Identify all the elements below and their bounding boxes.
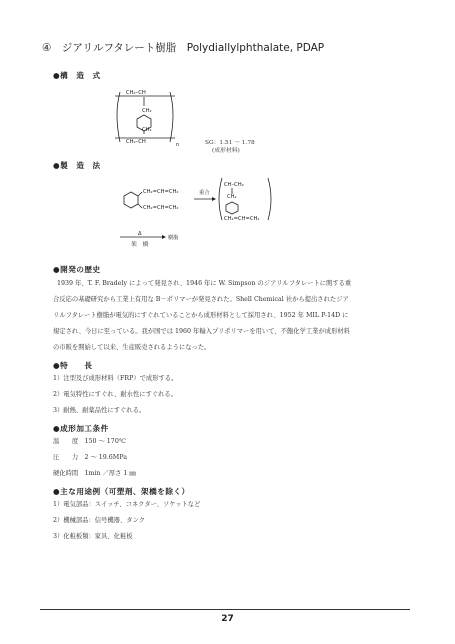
manufacture-heading: ●製 造 法 bbox=[53, 161, 101, 170]
sg-note: (成形材料) bbox=[212, 148, 240, 154]
page-title: ④ ジアリルフタレート樹脂 Polydiallylphthalate, PDAP bbox=[42, 42, 325, 54]
reagent-bottom: CH₂=CH=CH₂ bbox=[143, 205, 179, 211]
reaction-arrow-label: 重合 bbox=[199, 190, 210, 196]
structure-subscript-n: n bbox=[176, 142, 180, 148]
reagent-top: CH₂=CH=CH₂ bbox=[143, 189, 179, 195]
structure-bottom-label: CH₂–CH bbox=[126, 139, 146, 145]
molding-item-3: 硬化時間 1min ／厚さ 1 ㎜ bbox=[53, 470, 136, 477]
uses-heading: ●主な用途例（可塑剤、架橋を除く） bbox=[53, 487, 190, 496]
product-top: CH–CH₂ bbox=[224, 182, 244, 188]
use-item-2: 2）機械部品：信号機器、タンク bbox=[53, 517, 146, 524]
page-number: 27 bbox=[221, 614, 234, 624]
cure-product: 樹脂 bbox=[168, 235, 179, 241]
history-line-4: 規定され、今日に至っている。我が国では 1960 年輸入プリポリマーを用いて、不飽化学工業が成形材料 bbox=[53, 328, 350, 335]
structure-ch2-label-2: CH₂ bbox=[142, 127, 152, 133]
history-line-2: 合反応の基礎研究から工業上有用な B－ポリマーが発見された。Shell Chemical 社から提出されたジア bbox=[53, 296, 349, 303]
feature-item-1: 1）注型及び成形材料（FRP）で成形する。 bbox=[53, 375, 178, 382]
features-heading: ●特 長 bbox=[53, 361, 93, 370]
structure-ch2-label: CH₂ bbox=[142, 108, 152, 114]
history-heading: ●開発の歴史 bbox=[53, 265, 101, 274]
cure-arrow bbox=[118, 228, 188, 246]
manufacture-reaction-diagram bbox=[120, 172, 280, 227]
product-bottom: CH₂=CH=CH₂ bbox=[224, 216, 260, 222]
molding-item-2: 圧 力 2 ～ 19.6MPa bbox=[53, 454, 127, 461]
footer-rule bbox=[40, 609, 410, 610]
sg-value: SG：1.51 ～ 1.78 bbox=[205, 140, 255, 146]
structure-formula-diagram bbox=[110, 84, 220, 156]
use-item-3: 3）化粧板類：家具、化粧板 bbox=[53, 533, 133, 540]
use-item-1: 1）電気部品：スイッチ、コネクター、ソケットなど bbox=[53, 501, 201, 508]
molding-item-1: 温 度 150 ～ 170℃ bbox=[53, 438, 126, 445]
structure-heading: ●構 造 式 bbox=[53, 71, 101, 80]
product-mid: CH₂ bbox=[227, 194, 237, 200]
cure-label: 架 橋 bbox=[131, 242, 149, 248]
feature-item-2: 2）電気特性にすぐれ、耐水性にすぐれる。 bbox=[53, 391, 178, 398]
history-line-1: 1939 年、T. F. Bradely によって発見され、1946 年に W. Simpson のジアリルフタレートに関する重 bbox=[57, 280, 352, 287]
feature-item-3: 3）耐熱、耐薬品性にすぐれる。 bbox=[53, 407, 146, 414]
history-line-5: の市販を開始して以来、生産販売されるようになった。 bbox=[53, 344, 211, 351]
cure-delta: Δ bbox=[138, 231, 142, 237]
history-line-3: リルフタレート樹脂が電気的にすぐれていることから成形材料として採用され、1952 年 MIL P-14D に bbox=[53, 312, 349, 319]
molding-heading: ●成形加工条件 bbox=[53, 424, 109, 433]
structure-top-label: CH₂–CH bbox=[126, 90, 146, 96]
